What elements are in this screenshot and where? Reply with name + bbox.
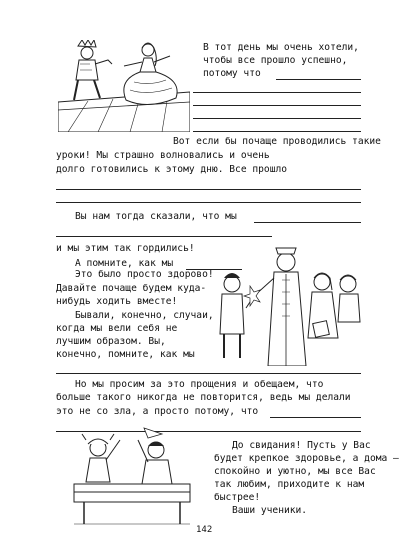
block6-line5: быстрее! <box>214 492 261 503</box>
block6-line4: так любим, приходите к нам <box>214 479 365 490</box>
stage-performance-illustration <box>58 40 190 132</box>
teacher-with-students-illustration <box>210 238 362 366</box>
block2-line1: Вот если бы почаще проводились такие <box>173 136 381 147</box>
block6-line2: будет крепкое здоровье, а дома — <box>214 453 399 464</box>
answer-line[interactable] <box>193 105 361 106</box>
block5-line1: Но мы просим за это прощения и обещаем, что <box>75 379 324 390</box>
block2-line3: долго готовились к этому дню. Все прошло <box>56 164 288 175</box>
block4-line3: нибудь ходить вместе! <box>56 296 178 307</box>
answer-line[interactable] <box>56 373 361 374</box>
answer-line[interactable] <box>56 189 361 190</box>
answer-line[interactable] <box>193 131 361 132</box>
block3-line3: А помните, как мы <box>75 258 174 269</box>
block4-line7: конечно, помните, как мы <box>56 349 195 360</box>
block2-line2: уроки! Мы страшно волновались и очень <box>56 150 270 161</box>
block3-line2: и мы этим так гордились! <box>56 243 195 254</box>
signature: Ваши ученики. <box>232 505 308 516</box>
block1-line3: потому что <box>203 68 261 79</box>
block6-line3: спокойно и уютно, мы все Вас <box>214 466 376 477</box>
block5-line2: больше такого никогда не повторится, ведь мы делали <box>56 392 351 403</box>
children-at-desk-illustration <box>70 426 210 526</box>
block4-line4: Бывали, конечно, случаи, <box>75 310 214 321</box>
answer-line[interactable] <box>193 118 361 119</box>
block3-line1: Вы нам тогда сказали, что мы <box>75 211 237 222</box>
page-number: 142 <box>196 525 213 535</box>
answer-line[interactable] <box>56 236 272 237</box>
block4-line2: Давайте почаще будем куда- <box>56 283 207 294</box>
block4-line1: Это было просто здорово! <box>75 269 214 280</box>
answer-line[interactable] <box>56 202 361 203</box>
answer-line[interactable] <box>193 92 361 93</box>
answer-line[interactable] <box>276 79 361 80</box>
block1-line2: чтобы все прошло успешно, <box>203 55 348 66</box>
answer-line[interactable] <box>270 417 361 418</box>
block1-line1: В тот день мы очень хотели, <box>203 42 359 53</box>
block4-line5: когда мы вели себя не <box>56 323 178 334</box>
answer-line[interactable] <box>254 222 361 223</box>
block6-line1: До свидания! Пусть у Вас <box>232 440 371 451</box>
block4-line6: лучшим образом. Вы, <box>56 336 166 347</box>
block5-line3: это не со зла, а просто потому, что <box>56 406 259 417</box>
